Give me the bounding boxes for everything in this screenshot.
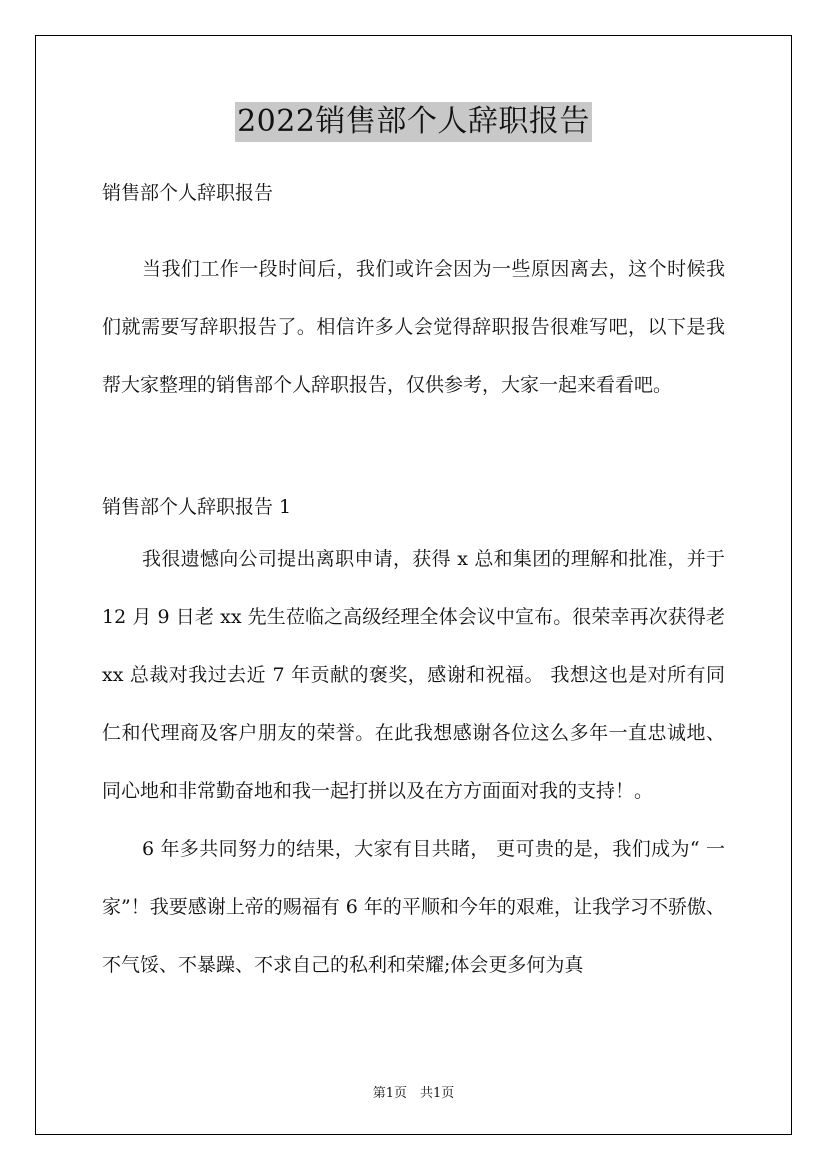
- document-body: [102, 170, 725, 994]
- body-paragraph: 我很遗憾向公司提出离职申请，获得 x 总和集团的理解和批准，并于 12 月 9 日老 xx 先生莅临之高级经理全体会议中宣布。很荣幸再次获得老 xx 总裁对我过去近 7 年贡献的褒奖，感谢和祝福。 我想这也是对所有同仁和代理商及客户朋友的荣誉。在此我想感谢各位这么多年一直忠诚地、同心地和非常勤奋地和我一起打拼以及在方方面面对我的支持！。: [102, 548, 725, 802]
- body-paragraph: 6 年多共同努力的结果，大家有目共睹， 更可贵的是，我们成为“ 一家”！我要感谢上帝的赐福有 6 年的平顺和今年的艰难，让我学习不骄傲、不气馁、不暴躁、不求自己的私利和荣耀;体会更多何为真: [102, 838, 725, 976]
- page-footer: 第1页 共1页: [372, 1086, 455, 1101]
- intro-heading: 销售部个人辞职报告: [102, 182, 274, 204]
- intro-paragraph: 当我们工作一段时间后，我们或许会因为一些原因离去，这个时候我们就需要写辞职报告了。相信许多人会觉得辞职报告很难写吧，以下是我帮大家整理的销售部个人辞职报告，仅供参考，大家一起来看看吧。: [102, 258, 725, 396]
- document-title: 2022销售部个人辞职报告: [235, 102, 592, 142]
- section-heading: 销售部个人辞职报告 1: [102, 496, 292, 518]
- title-container: [0, 102, 827, 142]
